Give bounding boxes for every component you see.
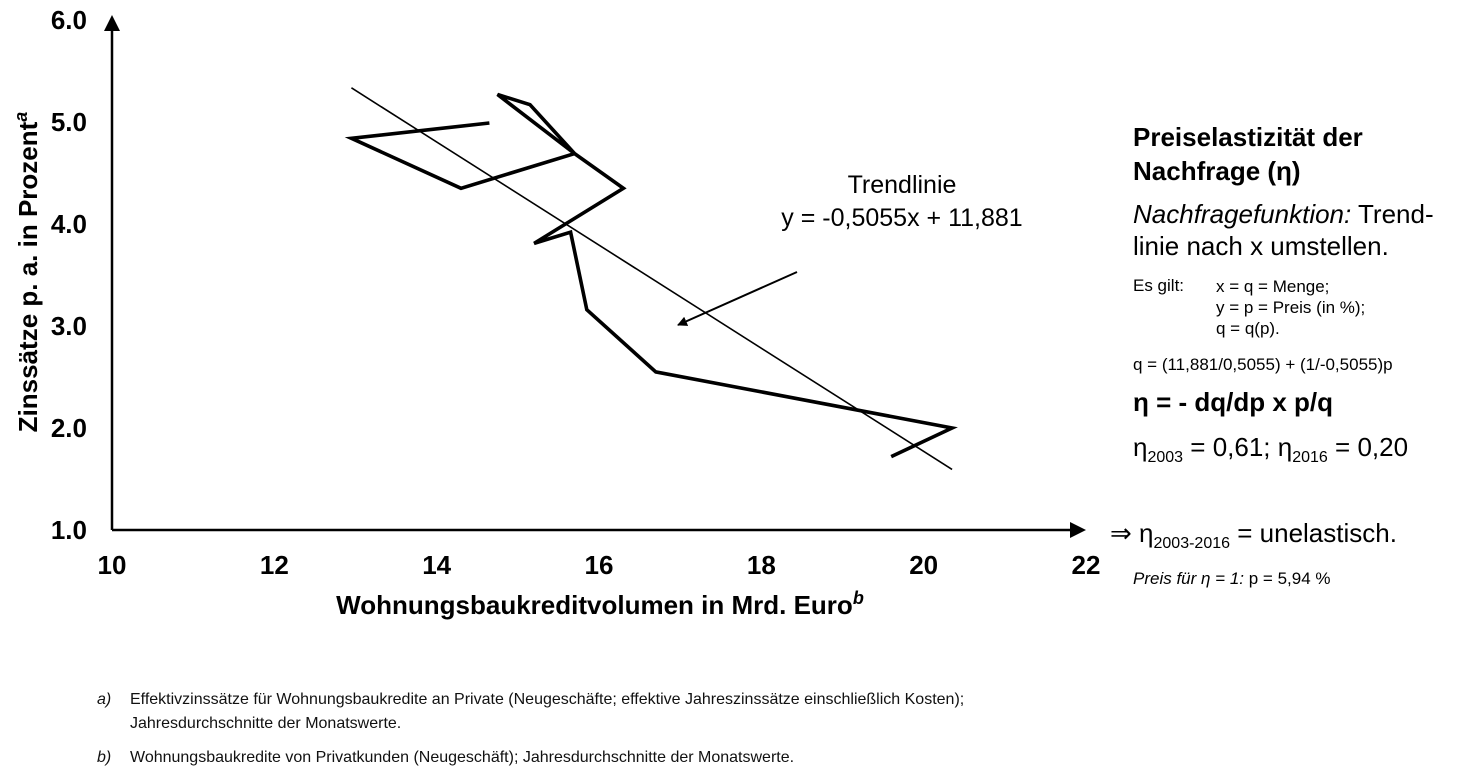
elasticity-definition: η = - dq/dp x p/q bbox=[1133, 387, 1334, 417]
series-group bbox=[351, 95, 952, 457]
y-tick-label: 3.0 bbox=[50, 311, 87, 341]
x-axis-title: Wohnungsbaukreditvolumen in Mrd. Euro$^b$ bbox=[336, 588, 864, 620]
y-tick-label: 1.0 bbox=[50, 515, 87, 545]
y-tick-label: 4.0 bbox=[50, 209, 87, 239]
axes bbox=[104, 15, 1086, 538]
x-tick-label: 22 bbox=[1071, 550, 1101, 580]
elasticity-panel bbox=[1133, 120, 1467, 467]
x-tick-label: 16 bbox=[584, 550, 614, 580]
y-axis-title: Zinssätze p. a. in Prozent$^a$ bbox=[11, 111, 43, 433]
definitions: Es gilt: x = q = Menge; y = p = Preis (in %); q = q(p). bbox=[1133, 276, 1366, 338]
elasticity-values: $\eta_{2003} = 0,61$; $\eta_{2016} = 0,20$ bbox=[1133, 432, 1409, 466]
y-tick-label: 6.0 bbox=[50, 5, 87, 35]
x-tick-label: 14 bbox=[422, 550, 452, 580]
x-tick-label: 12 bbox=[259, 550, 289, 580]
unit-elastic-price: Preis für η = 1: p = 5,94 % bbox=[1133, 569, 1331, 588]
series-line bbox=[351, 95, 952, 457]
trendline-equation: y = -0,5055x + 11,881 bbox=[781, 204, 1023, 232]
x-tick-label: 20 bbox=[909, 550, 939, 580]
x-tick-labels bbox=[98, 550, 1101, 580]
y-tick-labels bbox=[51, 5, 87, 545]
y-tick-label: 5.0 bbox=[50, 107, 87, 137]
trendline-pointer-arrow bbox=[678, 272, 797, 325]
demand-function-note: Nachfragefunktion: Trend- linie nach x umstellen. bbox=[1133, 199, 1434, 261]
elasticity-conclusion: ⇒ $\eta_{2003-2016}$ = unelastisch. bbox=[1110, 518, 1397, 552]
panel-title: Preiselastizität der Nachfrage (η) bbox=[1133, 122, 1363, 186]
y-tick-label: 2.0 bbox=[50, 413, 87, 443]
trendline-label: Trendlinie bbox=[847, 171, 957, 199]
y-axis-arrow bbox=[104, 15, 120, 31]
x-axis-arrow bbox=[1070, 522, 1086, 538]
x-tick-label: 10 bbox=[97, 550, 127, 580]
demand-formula: q = (11,881/0,5055) + (1/-0,5055)p bbox=[1133, 355, 1393, 374]
x-tick-label: 18 bbox=[746, 550, 776, 580]
